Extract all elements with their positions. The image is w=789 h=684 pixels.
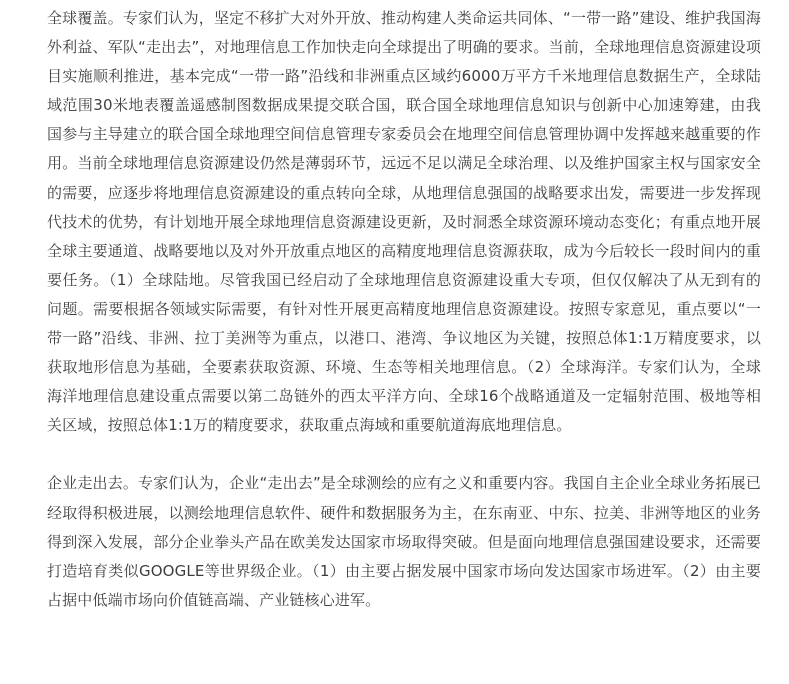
paragraph-enterprise-going-global: 企业走出去。专家们认为，企业“走出去”是全球测绘的应有之义和重要内容。我国自主企业全球业务拓展已经取得积极进展，以测绘地理信息软件、硬件和数据服务为主，在东南亚、中东、拉美、非洲等地区的业务得到深入发展，部分企业拳头产品在欧美发达国家市场取得突破。但是面向地理信息强国建设要求，还需要打造培育类似GOOGLE等世界级企业。（1）由主要占据发展中国家市场向发达国家市场进军。（2）由主要占据中低端市场向价值链高端、产业链核心进军。 xyxy=(47,474,761,609)
paragraph-global-coverage: 全球覆盖。专家们认为，坚定不移扩大对外开放、推动构建人类命运共同体、“一带一路”建设、维护我国海外利益、军队“走出去”，对地理信息工作加快走向全球提出了明确的要求。当前，全球地理信息资源建设项目实施顺利推进，基本完成“一带一路”沿线和非洲重点区域约6000万平方千米地理信息数据生产，全球陆域范围30米地表覆盖遥感制图数据成果提交联合国，联合国全球地理信息知识与创新中心加速筹建，由我国参与主导建立的联合国全球地理空间信息管理专家委员会在地理空间信息管理协调中发挥越来越重要的作用。当前全球地理信息资源建设仍然是薄弱环节，远远不足以满足全球治理、以及维护国家主权与国家安全的需要，应逐步将地理信息资源建设的重点转向全球，从地理信息强国的战略要求出发，需要进一步发挥现代技术的优势，有计划地开展全球地理信息资源建设更新，及时洞悉全球资源环境动态变化；有重点地开展全球主要通道、战略要地以及对外开放重点地区的高精度地理信息资源获取，成为今后较长一段时间内的重要任务。（1）全球陆地。尽管我国已经启动了全球地理信息资源建设重大专项，但仅仅解决了从无到有的问题。需要根据各领域实际需要，有针对性开展更高精度地理信息资源建设。按照专家意见，重点要以“一带一路”沿线、非洲、拉丁美洲等为重点，以港口、港湾、争议地区为关键，按照总体1:1万精度要求，以获取地形信息为基础，全要素获取资源、环境、生态等相关地理信息。（2）全球海洋。专家们认为，全球海洋地理信息建设重点需要以第二岛链外的西太平洋方向、全球16个战略通道及一定辐射范围、极地等相关区域，按照总体1:1万的精度要求，获取重点海域和重要航道海底地理信息。 xyxy=(47,9,761,435)
paragraph-spacer xyxy=(47,440,761,469)
